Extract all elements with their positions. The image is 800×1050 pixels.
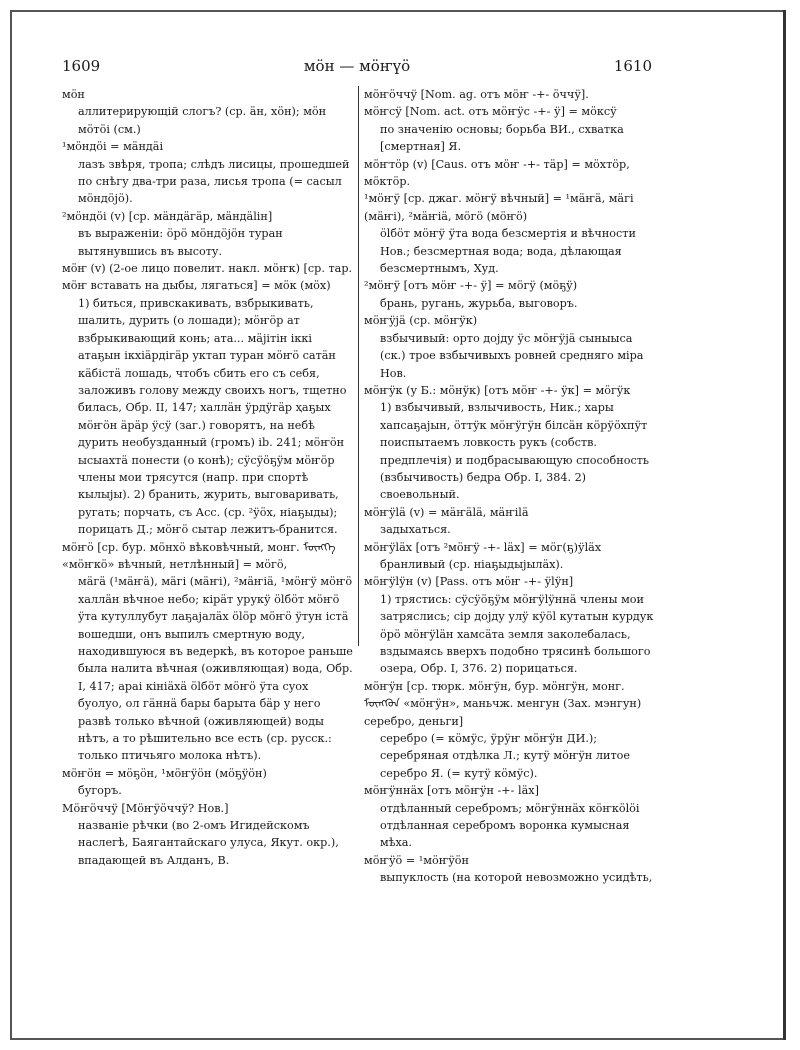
entry-definition: по значенію основы; борьба ВИ., схватка [смертная] Я. xyxy=(380,122,624,154)
entry-definition: лазъ звѣря, тропа; слѣдъ лисицы, прошедшей по снѣгу два-три раза, лисья тропа (= сасыл мӧндӧјӧ). xyxy=(78,157,350,206)
dictionary-entry xyxy=(364,190,654,277)
right-column xyxy=(364,86,654,986)
entry-headword: мӧҥтӧр (v) [Caus. отъ мӧҥ -+- тӓр] = мӧхтӧр, мӧктӧр. xyxy=(364,157,630,189)
dictionary-entry xyxy=(364,312,654,382)
entry-headword: мӧҥӱк (у Б.: мӧнӱк) [отъ мӧҥ -+- ӱк] = мӧгӱк xyxy=(364,383,631,397)
entry-definition: ӧlбӧт мӧҥӱ ӱта вода безсмертія и вѣчности Нов.; безсмертная вода; вода, дѣлающая безсмертнымъ, Худ. xyxy=(380,227,636,276)
entry-definition: бранливый (ср. ніаҕыдыјылӓх). xyxy=(380,557,564,571)
entry-definition: задыхаться. xyxy=(380,523,451,537)
entry-definition: мӓгӓ (¹мӓҥӓ), мӓгі (мӓҥі), ²мӓҥіӓ, ¹мӧҥӱ мӧҥӧ халлӓн вѣчное небо; кірӓт урукӱ ӧlбӧт мӧҥӧ ӱта кутуллубут лаҕајалӓх ӧlӧр мӧҥӧ ӱтун істӓ вошедши, онъ выпилъ смертную воду, находившуюся въ ведеркѣ, въ которое раньше была налита вѣчная (оживляющая) вода, Обр. I, 417; араі кініӓхӓ ӧlбӧт мӧҥӧ ӱта суох буолуо, ол гӓннӓ бары барыта бӓр у него развѣ только вѣчной (оживляющей) воды нѣтъ, а то рѣшительно все есть (ср. русск.: только птичьяго молока нѣтъ). xyxy=(78,575,353,763)
entry-headword: мӧҥӱlӓх [отъ ²мӧҥӱ -+- lӓх] = мӧг(ҕ)ӱlӓх xyxy=(364,540,602,554)
entry-headword: мӧҥсӱ [Nom. act. отъ мӧҥӱс -+- ӱ] = мӧксӱ xyxy=(364,105,617,119)
dictionary-entry xyxy=(364,852,654,887)
dictionary-entry xyxy=(364,539,654,574)
dictionary-entry xyxy=(62,539,354,765)
entry-headword: ²мӧҥӱ [отъ мӧҥ -+- ӱ] = мӧгӱ (мӧҕӱ) xyxy=(364,279,578,293)
running-title: мӧн — мӧҥүӧ xyxy=(303,57,411,75)
entry-definition: названіе рѣчки (во 2-омъ Игидейскомъ наслегѣ, Баягантайскаго улуса, Якут. окр.), впадающей въ Алданъ, В. xyxy=(78,819,339,867)
entry-headword: мӧҥ (v) (2-ое лицо повелит. накл. мӧҥк) [ср. тар. мӧҥ вставать на дыбы, лягаться] = мӧк (мӧх) xyxy=(62,262,353,293)
dictionary-entry xyxy=(364,782,654,852)
entry-headword: мӧҥӱннӓх [отъ мӧҥӱн -+- lӓх] xyxy=(364,784,539,798)
dictionary-entry xyxy=(62,800,354,870)
entry-definition: серебро (= кӧмӱс, ӱрӱҥ мӧҥӱн ДИ.); серебряная отдѣлка Л.; кутӱ мӧҥӱн литое серебро Я. (= кутӱ кӧмӱс). xyxy=(380,732,631,780)
entry-headword: мӧҥӧччӱ [Nom. ag. отъ мӧҥ -+- ӧччӱ]. xyxy=(364,88,589,101)
entry-headword: мӧн xyxy=(62,88,85,101)
dictionary-entry xyxy=(364,573,654,677)
column-divider xyxy=(358,86,359,646)
entry-definition: брань, ругань, журьба, выговоръ. xyxy=(380,296,578,310)
dictionary-entry xyxy=(364,382,654,504)
dictionary-entry xyxy=(62,208,354,260)
dictionary-entry xyxy=(62,138,354,208)
entry-definition: въ выраженіи: ӧрӧ мӧндӧјӧн туран вытянувшись въ высоту. xyxy=(78,227,283,258)
entry-headword: мӧҥӱӧ = ¹мӧҥӱӧн xyxy=(364,853,470,867)
entry-definition: 1) биться, привскакивать, взбрыкивать, шалить, дурить (о лошади); мӧҥӧр ат взбрыкивающий конь; ата... мӓјітін іккі атаҕын ікхіӓрдігӓр уктап туран мӧҥӧ сатӓн кӓбістӓ лошадь, чтобъ сбить его съ себя, заложивъ голову между своихъ ногъ, тщетно билась, Обр. II, 147; халлӓн ӱрдӱгӓр ҳаҕых мӧҥӧн ӓрӓр ӱсӱ (заг.) говорятъ, на небѣ дурить необузданный (громъ) ib. 241; мӧҥӧн ысыахтӓ понести (о конѣ); сӱсӱӧҕӱм мӧҥӧр члены мои трясутся (напр. при спортѣ кылыјы). 2) бранить, журить, выговаривать, ругать; порчать, съ Асс. (ср. ²ӱӧх, ніаҕыды); порицать Д.; мӧҥӧ сытар лежитъ-бранится. xyxy=(78,296,347,537)
page-number-right: 1610 xyxy=(613,57,652,75)
dictionary-entry xyxy=(364,277,654,312)
entry-definition: взбычивый: орто дојду ӱс мӧҥӱјӓ сыныыса (ск.) трое взбычивыхъ ровней средняго міра Нов. xyxy=(380,331,644,380)
entry-headword: мӧҥӱјӓ (ср. мӧҥӱк) xyxy=(364,314,478,328)
dictionary-entry xyxy=(364,156,654,191)
entry-headword: ¹мӧндӧі = мӓндӓі xyxy=(62,140,164,154)
entry-definition: бугоръ. xyxy=(78,784,122,798)
entry-definition: 1) взбычивый, взлычивость, Ник.; хары хапсаҕајын, ӧттӱк мӧҥӱгӱн білсӓн кӧрӱӧхпӱт поиспытаемъ ловкость рукъ (собств. предплечія) и подбрасывающую способность (взбычивость) бедра Обр. I, 384. 2) своевольный. xyxy=(380,401,650,502)
entry-definition: 1) трястись: сӱсӱӧҕӱм мӧҥӱlӱннӓ члены мои затряслись; сір дојду улӱ кӱӧl кутатын курдук ӧрӧ мӧҥӱlӓн хамсӓта земля заколебалась, вздымаясь вверхъ подобно трясинѣ большого озера, Обр. I, 376. 2) порицаться. xyxy=(380,592,654,676)
entry-headword: ²мӧндӧі (v) [ср. мӓндӓгӓр, мӓндӓlін] xyxy=(62,209,273,223)
entry-headword: мӧҥӧн = мӧҕӧн, ¹мӧҥӱӧн (мӧҕӱӧн) xyxy=(62,766,267,780)
entry-headword: мӧҥӧ [ср. бур. мӧнхӧ вѣковѣчный, монг. ᠮᠥᠩᠬᠡ «мӧҥкӧ» вѣчный, нетлѣнный] = мӧгӧ, xyxy=(62,540,336,571)
entry-headword: Мӧҥӧччӱ [Мӧҥӱӧччӱ? Нов.] xyxy=(62,801,229,815)
entry-headword: мӧҥӱн [ср. тюрк. мӧҥӱн, бур. мӧнгӱн, монг. ᠮᠥᠩᠭᠦᠨ «мӧҥӱн», маньчж. менгун (Зах. мэнгун) серебро, деньги] xyxy=(364,679,642,728)
entry-headword: ¹мӧҥӱ [ср. джаг. мӧҥӱ вѣчный] = ¹мӓҥӓ, мӓгі (мӓҥі), ²мӓҥіӓ, мӧгӧ (мӧҥӧ) xyxy=(364,192,634,223)
dictionary-entry xyxy=(364,504,654,539)
dictionary-entry xyxy=(364,103,654,155)
dictionary-entry xyxy=(364,678,654,782)
page-number-left: 1609 xyxy=(62,57,101,75)
dictionary-entry xyxy=(62,765,354,800)
dictionary-entry xyxy=(62,260,354,539)
dictionary-entry xyxy=(62,86,354,138)
entry-definition: аллитерирующій слогъ? (ср. ӓн, хӧн); мӧн мӧтӧі (см.) xyxy=(78,105,327,136)
dictionary-entry xyxy=(364,86,654,103)
entry-headword: мӧҥӱlӱн (v) [Pass. отъ мӧҥ -+- ӱlӱн] xyxy=(364,575,574,589)
entry-definition: отдѣланный серебромъ; мӧҥӱннӓх кӧҥкӧlӧі отдѣланная серебромъ воронка кумысная мѣха. xyxy=(380,801,640,850)
page-edge xyxy=(783,10,786,1040)
entry-definition: выпуклость (на которой невозможно усидѣть, xyxy=(380,871,653,885)
entry-headword: мӧҥӱlӓ (v) = мӓҥӓlӓ, мӓҥіlӓ xyxy=(364,505,529,519)
page-header xyxy=(62,56,652,76)
left-column xyxy=(62,86,354,1016)
